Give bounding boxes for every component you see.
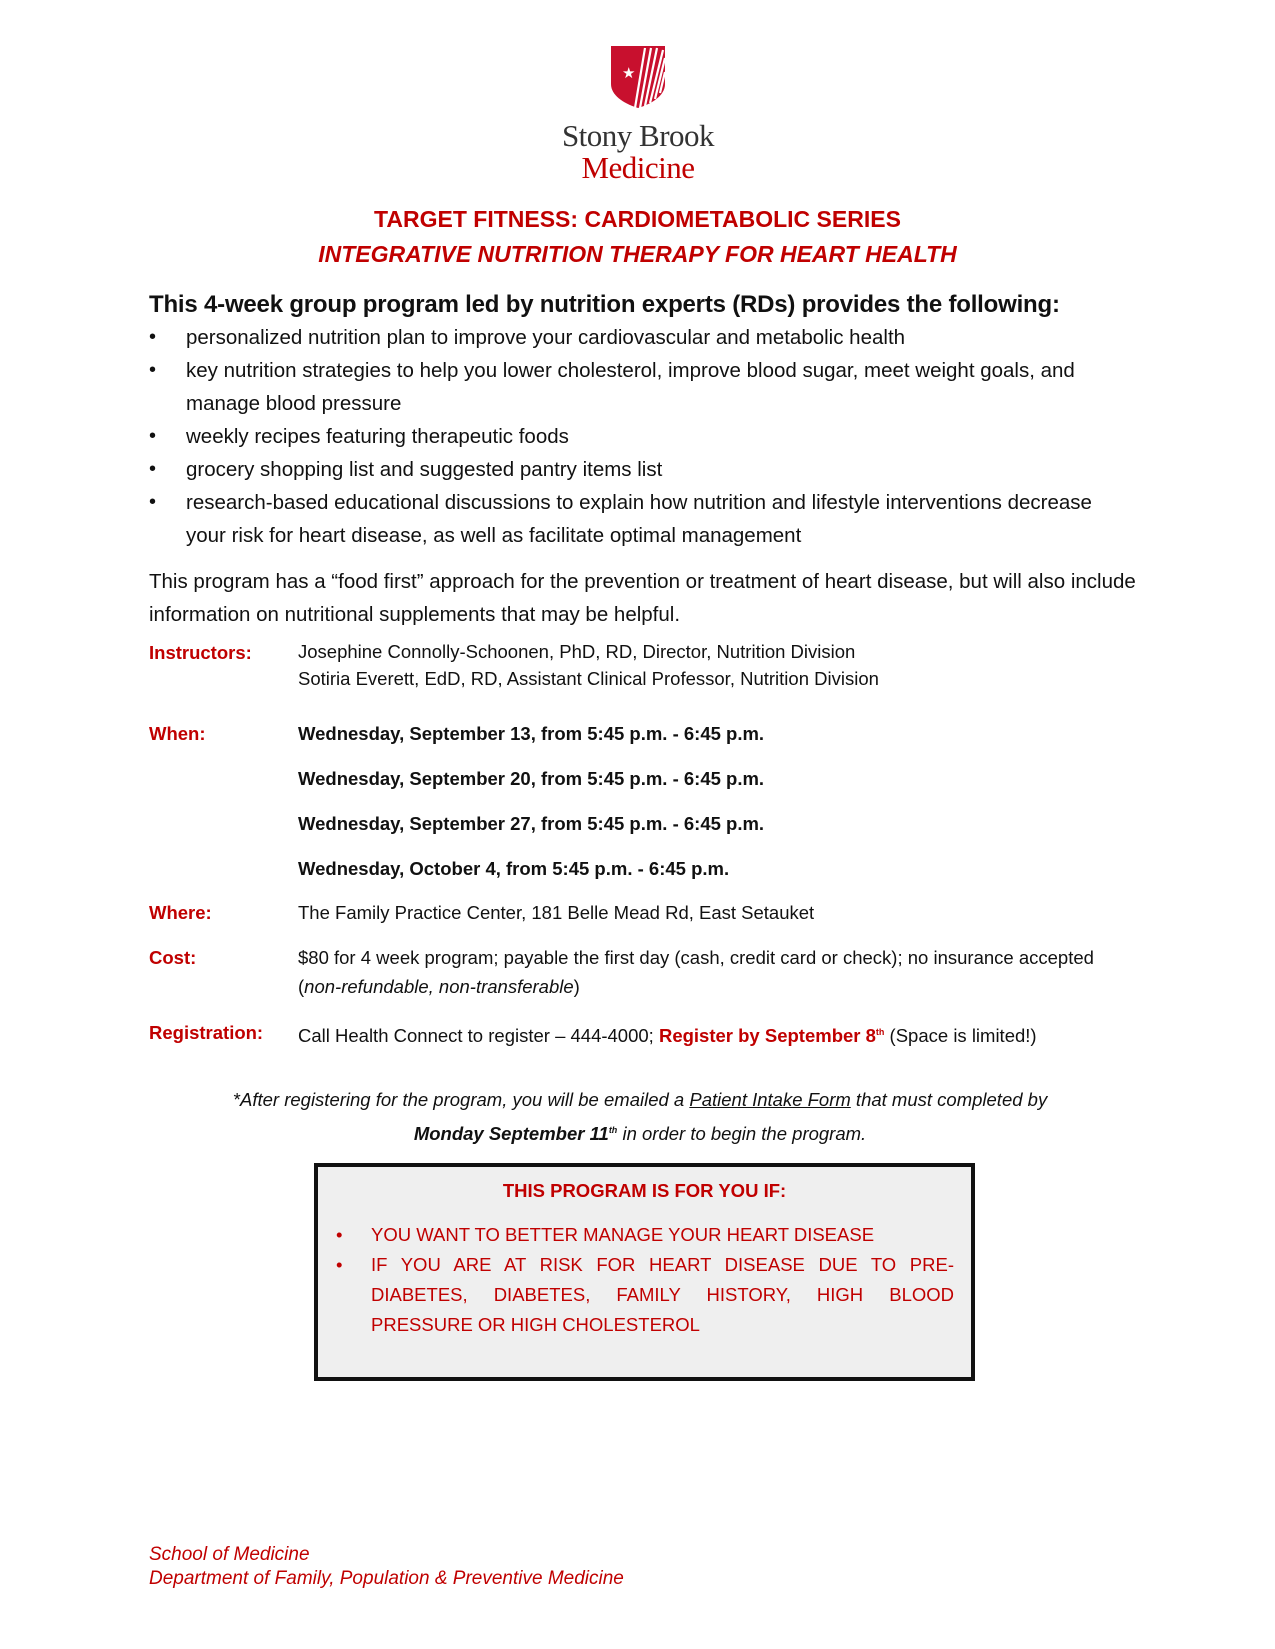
document-title: TARGET FITNESS: CARDIOMETABOLIC SERIES: [374, 206, 901, 232]
svg-text:★: ★: [622, 64, 636, 82]
list-item: • grocery shopping list and suggested pantry items list: [149, 453, 1129, 486]
list-item: • key nutrition strategies to help you lower cholesterol, improve blood sugar, meet weight goals, and manage blood pressure: [149, 354, 1129, 420]
registration-label: Registration:: [149, 1022, 264, 1043]
session-date: Wednesday, October 4, from 5:45 p.m. - 6:45 p.m.: [298, 858, 730, 879]
registration-note: *After registering for the program, you will be emailed a Patient Intake Form that must completed by Monday September 11th in order to begin the program.: [232, 1089, 1048, 1145]
program-description: This program has a “food first” approach for the prevention or treatment of heart disease, but will also include information on nutritional supplements that may be helpful.: [149, 570, 1136, 626]
intro-heading: This 4-week group program led by nutrition experts (RDs) provides the following:: [149, 291, 1060, 318]
where-label: Where:: [149, 902, 212, 923]
cost-value: $80 for 4 week program; payable the first day (cash, credit card or check); no insurance accepted (non-refundable, non-transferable): [298, 947, 1094, 997]
cost-terms: non-refundable, non-transferable: [304, 976, 574, 997]
eligibility-box: [314, 1163, 975, 1381]
list-item: • personalized nutrition plan to improve your cardiovascular and metabolic health: [149, 321, 1129, 354]
list-item: • research-based educational discussions to explain how nutrition and lifestyle interventions decrease your risk for heart disease, as well as facilitate optimal management: [149, 486, 1129, 552]
eligibility-title: THIS PROGRAM IS FOR YOU IF:: [502, 1180, 787, 1201]
footer: [149, 1543, 624, 1591]
document-subtitle: INTEGRATIVE NUTRITION THERAPY FOR HEART HEALTH: [318, 241, 957, 267]
list-item: • YOU WANT TO BETTER MANAGE YOUR HEART DISEASE: [334, 1220, 954, 1250]
when-label: When:: [149, 723, 206, 744]
list-item: • IF YOU ARE AT RISK FOR HEART DISEASE DUE TO PRE-DIABETES, DIABETES, FAMILY HISTORY, HIGH BLOOD PRESSURE OR HIGH CHOLESTEROL: [334, 1250, 954, 1340]
session-date: Wednesday, September 27, from 5:45 p.m. - 6:45 p.m.: [298, 813, 765, 834]
instructors-label: Instructors:: [149, 642, 252, 663]
session-date: Wednesday, September 20, from 5:45 p.m. - 6:45 p.m.: [298, 768, 765, 789]
where-value: The Family Practice Center, 181 Belle Mead Rd, East Setauket: [298, 902, 815, 923]
registration-deadline: Register by September 8th: [658, 1025, 885, 1047]
footer-department: Department of Family, Population & Preventive Medicine: [149, 1568, 624, 1589]
instructor-1: Josephine Connolly-Schoonen, PhD, RD, Director, Nutrition Division: [298, 641, 856, 662]
cost-label: Cost:: [149, 947, 197, 968]
benefits-list: [149, 321, 1129, 552]
registration-value: Call Health Connect to register – 444-4000; Register by September 8th (Space is limited!): [298, 1025, 1037, 1047]
footer-school: School of Medicine: [149, 1544, 310, 1565]
intake-deadline: Monday September 11th: [413, 1123, 618, 1145]
instructor-2: Sotiria Everett, EdD, RD, Assistant Clinical Professor, Nutrition Division: [298, 668, 879, 689]
logo-text-line2: Medicine: [581, 150, 695, 185]
shield-icon: [609, 44, 667, 110]
logo-text-line1: Stony Brook: [561, 118, 715, 153]
list-item: • weekly recipes featuring therapeutic foods: [149, 420, 1129, 453]
patient-intake-form-link[interactable]: Patient Intake Form: [689, 1089, 851, 1110]
stony-brook-medicine-logo: [548, 44, 728, 194]
eligibility-list: [334, 1220, 954, 1340]
session-date: Wednesday, September 13, from 5:45 p.m. - 6:45 p.m.: [298, 723, 765, 744]
